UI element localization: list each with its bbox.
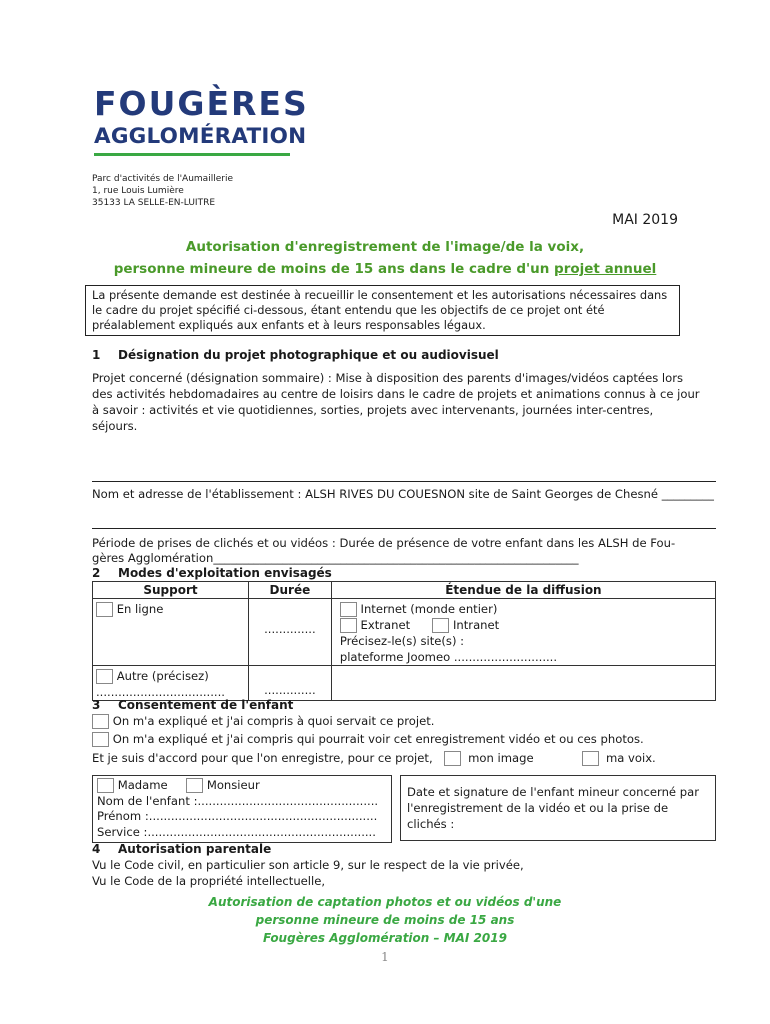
section-3-num: 3 — [92, 698, 101, 712]
other-duration: .............. — [248, 666, 331, 701]
consent-1-label: On m'a expliqué et j'ai compris à quoi servait ce projet. — [112, 714, 435, 728]
footer-line-1: Autorisation de captation photos et ou vidéos d'une — [208, 895, 562, 909]
image-label: mon image — [468, 751, 534, 765]
child-service-field[interactable]: Service :.............................................................. — [97, 824, 376, 839]
agree-label: Et je suis d'accord pour que l'on enregistre, pour ce projet, — [92, 751, 433, 765]
consent-2-checkbox[interactable] — [92, 732, 109, 747]
consent-2-label: On m'a expliqué et j'ai compris qui pourrait voir cet enregistrement vidéo et ou ces photos. — [112, 732, 644, 746]
section-1-title: Désignation du projet photographique et ou audiovisuel — [118, 348, 499, 362]
other-diffusion-cell — [331, 666, 715, 701]
online-duration: .............. — [248, 599, 331, 666]
section-1-num: 1 — [92, 348, 101, 362]
internet-checkbox[interactable] — [340, 602, 357, 617]
consent-agree-line — [92, 750, 656, 766]
section-2-heading — [92, 566, 332, 581]
section-1-heading — [92, 348, 499, 363]
legal-line-1: Vu le Code civil, en particulier son article 9, sur le respect de la vie privée, — [92, 858, 524, 872]
document-title-line-1: Autorisation d'enregistrement de l'image/de la voix, — [185, 239, 585, 255]
exploitation-table — [92, 581, 716, 701]
sites-label: Précisez-le(s) site(s) : — [339, 634, 465, 648]
other-checkbox[interactable] — [96, 669, 113, 684]
section-3-heading — [92, 698, 293, 713]
child-identity-box — [92, 775, 392, 843]
period-line-2: gères Agglomération_______________________________________________________________ — [92, 551, 579, 565]
intranet-checkbox[interactable] — [432, 618, 449, 633]
consent-1-checkbox[interactable] — [92, 714, 109, 729]
logo-subtitle: AGGLOMÉRATION — [94, 124, 307, 149]
blank-line — [92, 481, 716, 482]
section-4-title: Autorisation parentale — [118, 842, 272, 856]
section-3-title: Consentement de l'enfant — [118, 698, 294, 712]
other-dots: ................................... — [96, 685, 225, 699]
establishment-line: Nom et adresse de l'établissement : ALSH RIVES DU COUESNON site de Saint Georges de Chesné _________ — [92, 487, 714, 501]
header-diffusion: Étendue de la diffusion — [331, 582, 715, 599]
child-name-field[interactable]: Nom de l'enfant :................................................. — [97, 793, 379, 808]
section-2-num: 2 — [92, 566, 101, 580]
internet-label: Internet (monde entier) — [360, 602, 498, 616]
address-line-2: 1, rue Louis Lumière — [92, 186, 184, 196]
page-number: 1 — [381, 950, 389, 964]
extranet-label: Extranet — [360, 618, 411, 632]
madame-label: Madame — [117, 778, 168, 792]
section-2-title: Modes d'exploitation envisagés — [118, 566, 332, 580]
title-link: projet annuel — [554, 261, 657, 277]
image-checkbox[interactable] — [444, 751, 461, 766]
legal-line-2: Vu le Code de la propriété intellectuelle, — [92, 874, 326, 888]
document-date: MAI 2019 — [612, 212, 678, 228]
consent-item-1 — [92, 713, 434, 729]
monsieur-checkbox[interactable] — [186, 778, 203, 793]
consent-item-2 — [92, 731, 644, 747]
blank-line — [92, 528, 716, 529]
extranet-checkbox[interactable] — [340, 618, 357, 633]
title-prefix: personne mineure de moins de 15 ans dans le cadre d'un — [113, 261, 555, 277]
logo-underline — [94, 153, 290, 156]
header-duree: Durée — [248, 582, 331, 599]
voice-checkbox[interactable] — [582, 751, 599, 766]
intro-box: La présente demande est destinée à recueillir le consentement et les autorisations nécessaires dans le cadre du projet spécifié ci-dessous, étant entendu que les objectifs de ce projet ont été préalablement expliqués aux enfants et à leurs responsables légaux. — [85, 285, 680, 336]
footer-line-3: Fougères Agglomération – MAI 2019 — [263, 931, 507, 945]
document-title-line-2 — [0, 258, 770, 280]
madame-checkbox[interactable] — [97, 778, 114, 793]
monsieur-label: Monsieur — [206, 778, 260, 792]
address-line-3: 35133 LA SELLE-EN-LUITRE — [92, 198, 216, 208]
voice-label: ma voix. — [605, 751, 656, 765]
section-4-heading — [92, 842, 271, 857]
child-firstname-field[interactable]: Prénom :.............................................................. — [97, 809, 378, 823]
period-line-1: Période de prises de clichés et ou vidéos : Durée de présence de votre enfant dans les ALSH de Fou- — [92, 536, 676, 550]
address-line-1: Parc d'activités de l'Aumaillerie — [92, 174, 233, 184]
other-label: Autre (précisez) — [116, 669, 209, 683]
footer-line-2: personne mineure de moins de 15 ans — [255, 913, 515, 927]
online-label: En ligne — [116, 602, 164, 616]
header-support: Support — [93, 582, 249, 599]
section-4-num: 4 — [92, 842, 101, 856]
signature-box[interactable]: Date et signature de l'enfant mineur concerné par l'enregistrement de la vidéo et ou la prise de clichés : — [400, 775, 716, 841]
project-description: Projet concerné (désignation sommaire) : Mise à disposition des parents d'images/vidéos captées lors des activités hebdomadaires au centre de loisirs dans le cadre de projets et animations connus à ce jour à savoir : activités et vie quotidiennes, sorties, projets avec intervenants, journées inter-centres, séjours. — [92, 371, 700, 433]
online-checkbox[interactable] — [96, 602, 113, 617]
logo-title: FOUGÈRES — [94, 84, 309, 123]
platform-label: plateforme Joomeo ............................ — [339, 650, 558, 664]
intranet-label: Intranet — [452, 618, 500, 632]
